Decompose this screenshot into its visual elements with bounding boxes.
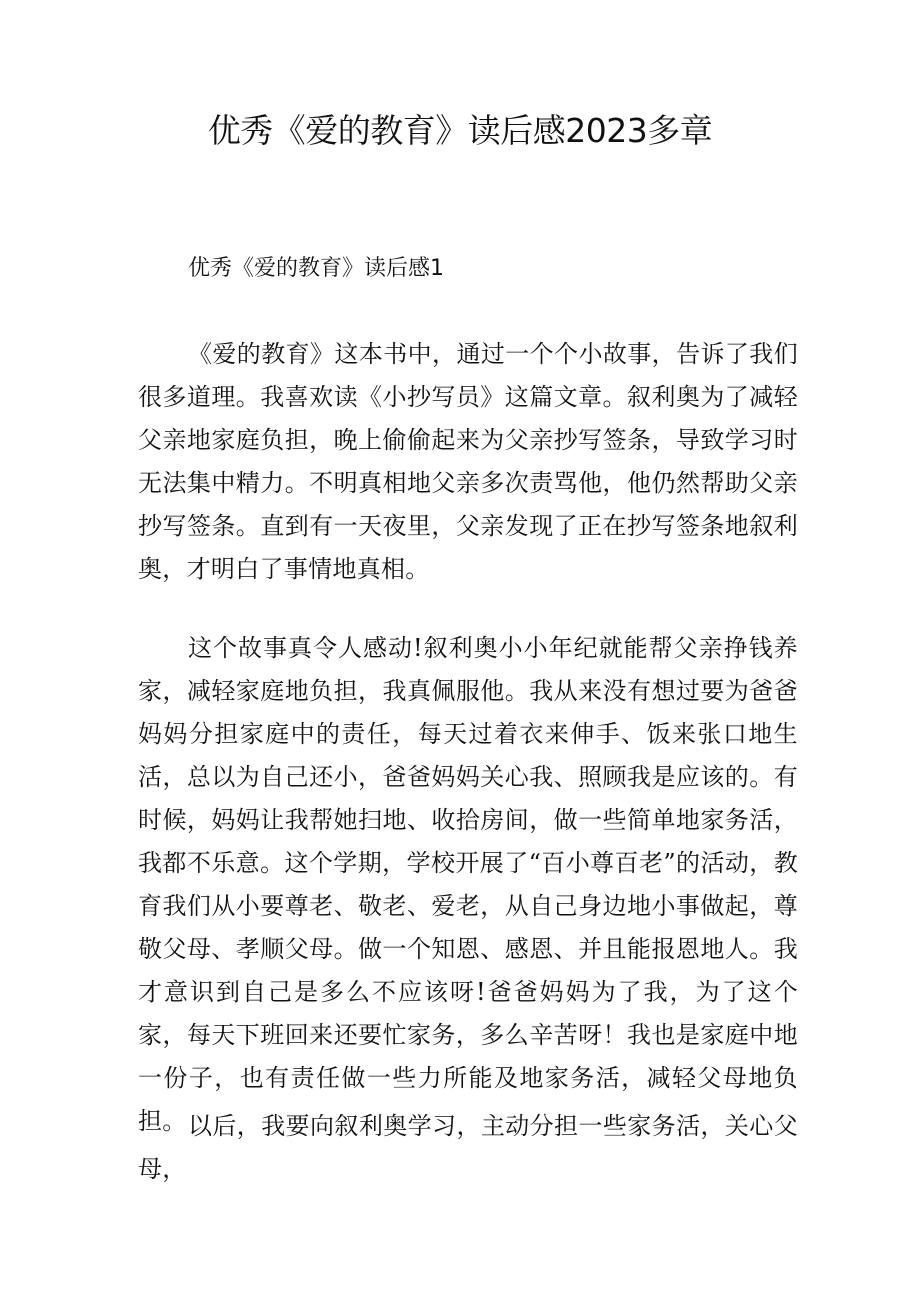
document-title: 优秀《爱的教育》读后感2023多章: [207, 111, 713, 150]
paragraph-2: 这个故事真令人感动!叙利奥小小年纪就能帮父亲挣钱养家，减轻家庭地负担，我真佩服他。我从来没有想过要为爸爸妈妈分担家庭中的责任，每天过着衣来伸手、饭来张口地生活，总以为自己还小，爸爸妈妈关心我、照顾我是应该的。有时候，妈妈让我帮她扫地、收拾房间，做一些简单地家务活，我都不乐意。这个学期，学校开展了“百小尊百老”的活动，教育我们从小要尊老、敬老、爱老，从自己身边地小事做起，尊敬父母、孝顺父母。做一个知恩、感恩、并且能报恩地人。我才意识到自己是多么不应该呀!爸爸妈妈为了我，为了这个家，每天下班回来还要忙家务，多么辛苦呀！我也是家庭中地一份子，也有责任做一些力所能及地家务活，减轻父母地负担。: [138, 634, 798, 1135]
paragraph-3: 以后，我要向叙利奥学习，主动分担一些家务活，关心父母，: [138, 1112, 798, 1183]
section-title: 优秀《爱的教育》读后感1: [188, 256, 444, 281]
paragraph-1: 《爱的教育》这本书中，通过一个个小故事，告诉了我们很多道理。我喜欢读《小抄写员》这篇文章。叙利奥为了减轻父亲地家庭负担，晚上偷偷起来为父亲抄写签条，导致学习时无法集中精力。不明真相地父亲多次责骂他，他仍然帮助父亲抄写签条。直到有一天夜里，父亲发现了正在抄写签条地叙利奥，才明白了事情地真相。: [138, 340, 798, 583]
